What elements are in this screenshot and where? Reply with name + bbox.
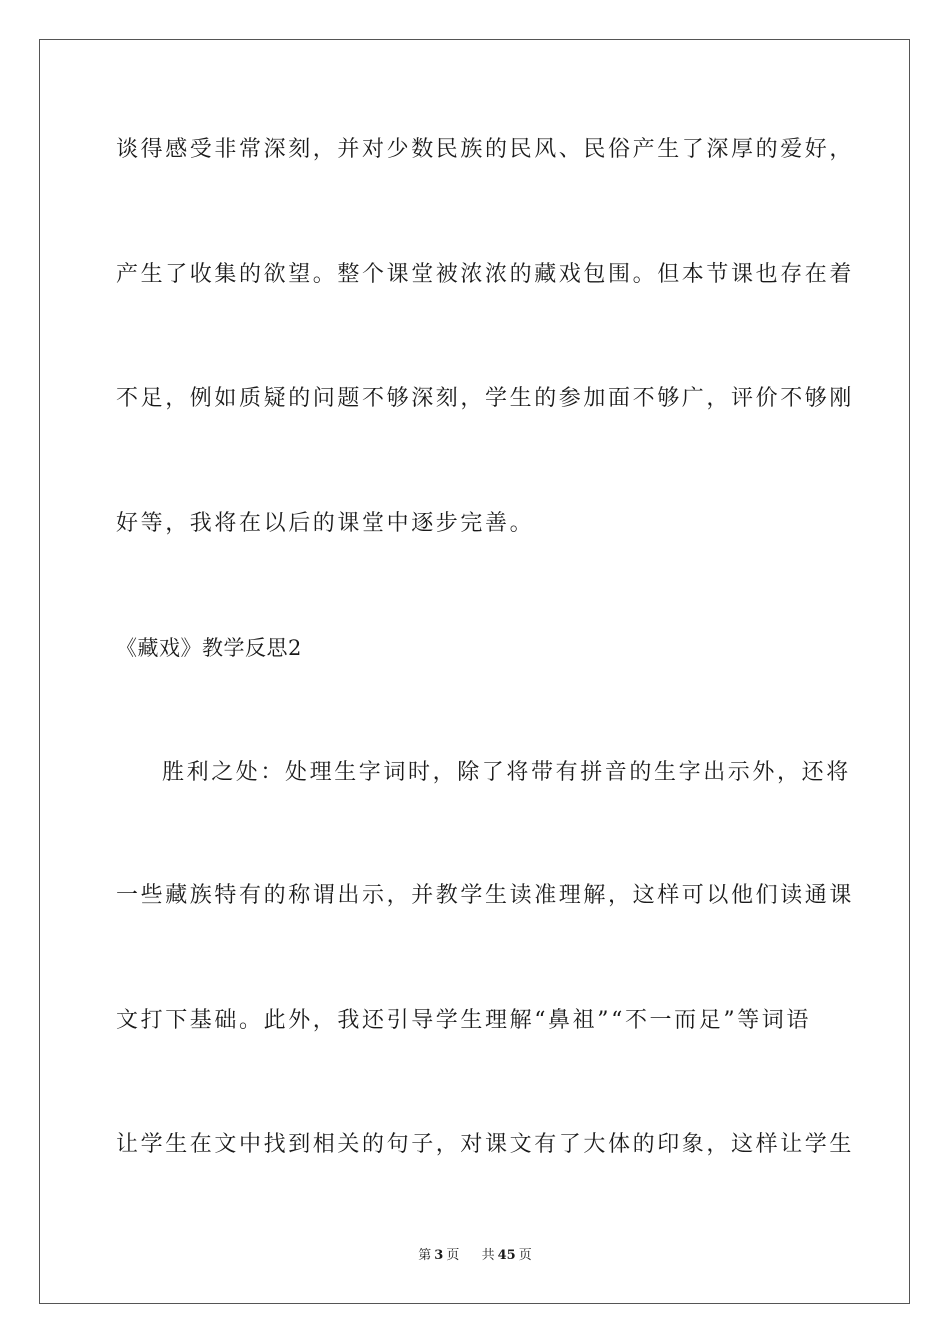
body-line-2: 产生了收集的欲望。整个课堂被浓浓的藏戏包围。但本节课也存在着 [116, 262, 855, 287]
section-heading: 《藏戏》教学反思2 [116, 636, 302, 660]
body-line-3: 不足，例如质疑的问题不够深刻，学生的参加面不够广，评价不够刚 [116, 386, 855, 411]
footer-total-prefix: 共 [481, 1248, 495, 1263]
paragraph-line-1: 胜利之处：处理生字词时，除了将带有拼音的生字出示外，还将 [162, 760, 851, 785]
paragraph-line-4: 让学生在文中找到相关的句子，对课文有了大体的印象，这样让学生 [116, 1132, 855, 1157]
page-footer [0, 1247, 950, 1265]
footer-page-prefix: 第 [418, 1248, 432, 1263]
paragraph-line-3: 文打下基础。此外，我还引导学生理解“鼻祖”“不一而足”等词语 [116, 1008, 811, 1033]
footer-page-number: 3 [434, 1248, 444, 1263]
body-line-4: 好等，我将在以后的课堂中逐步完善。 [116, 511, 535, 536]
body-line-1: 谈得感受非常深刻，并对少数民族的民风、民俗产生了深厚的爱好， [116, 137, 855, 162]
footer-total-pages: 45 [497, 1248, 516, 1263]
footer-total-suffix: 页 [518, 1248, 532, 1263]
footer-page-suffix: 页 [446, 1248, 460, 1263]
paragraph-line-2: 一些藏族特有的称谓出示，并教学生读准理解，这样可以他们读通课 [116, 883, 855, 908]
page-border [39, 39, 910, 1304]
